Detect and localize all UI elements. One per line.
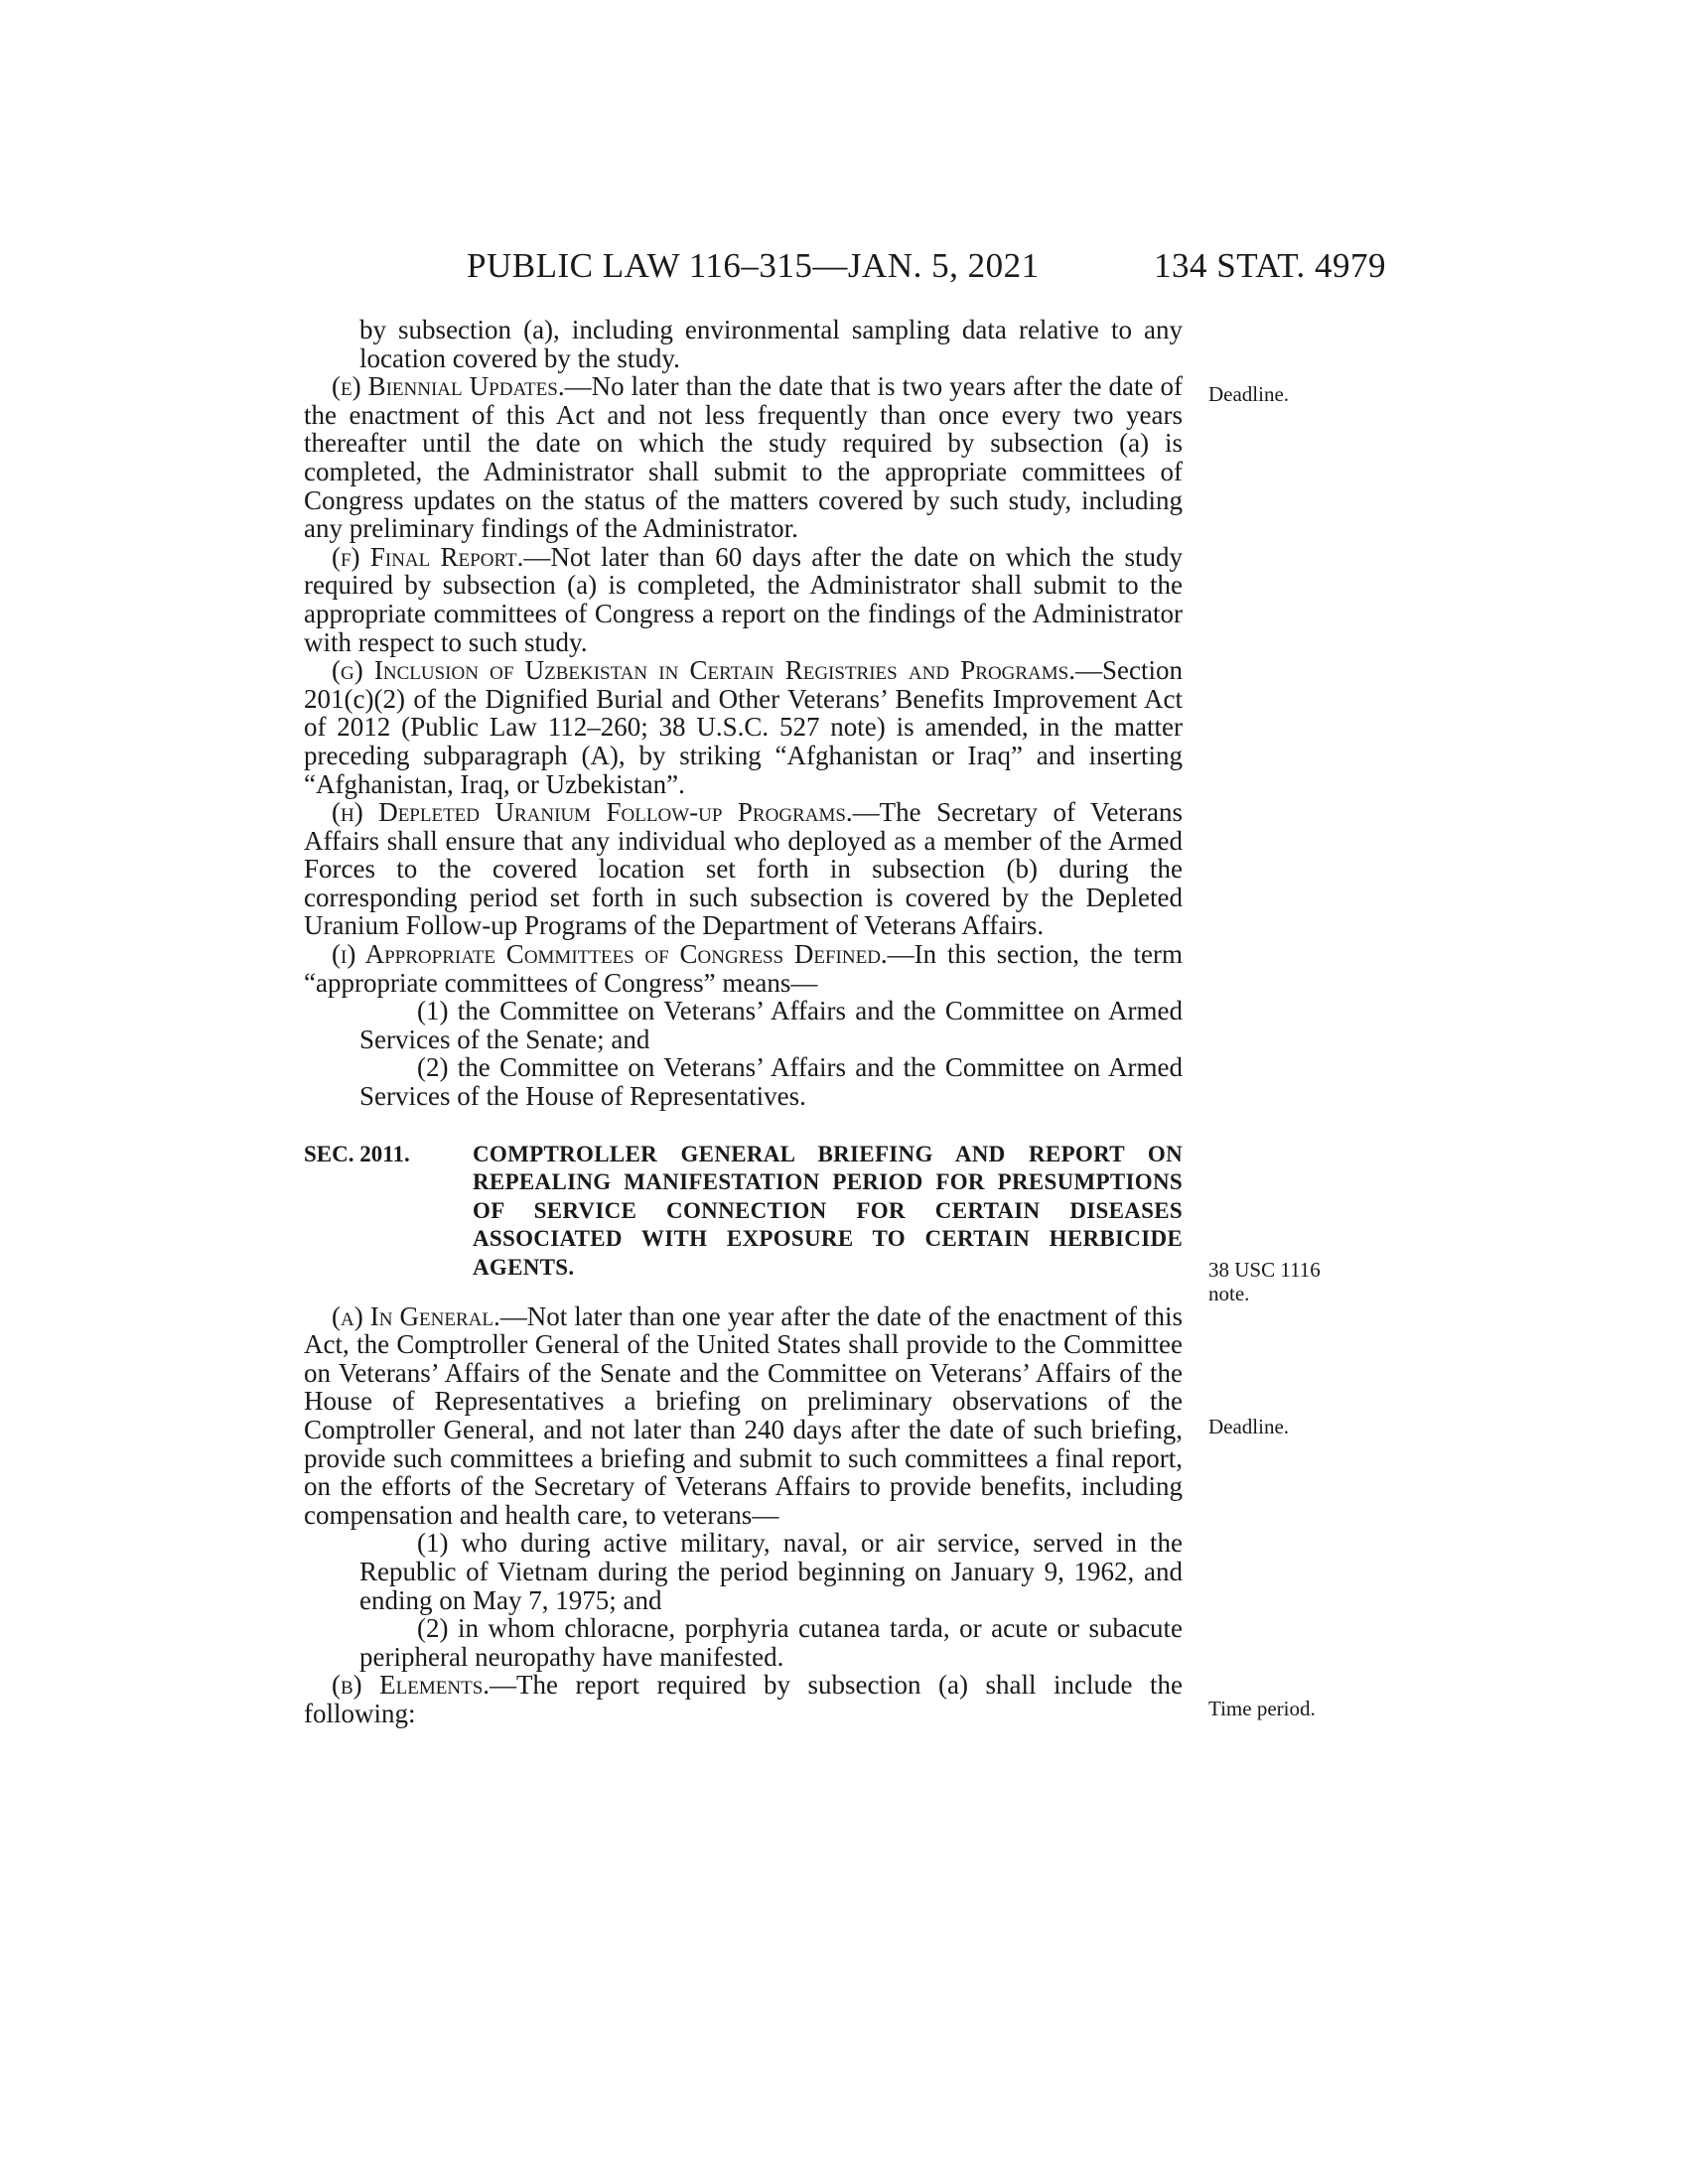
subsection-h-heading: (h) Depleted Uranium Follow-up Programs. bbox=[332, 797, 853, 828]
page-number: 134 STAT. 4979 bbox=[1154, 246, 1386, 285]
subsection-a-heading: (a) In General. bbox=[332, 1300, 500, 1331]
subsection-b bbox=[304, 1671, 1183, 1727]
subsection-b-text: —The report required by subsection (a) shall include the following: bbox=[304, 1670, 1183, 1728]
paragraph-a-2: (2) in whom chloracne, porphyria cutanea tarda, or acute or subacute peripheral neuropathy have manifested. bbox=[359, 1613, 1183, 1672]
margin-note-usc-note: note. bbox=[1208, 1282, 1250, 1305]
page-body bbox=[304, 316, 1183, 1728]
margin-note-deadline: Deadline. bbox=[1208, 382, 1290, 406]
section-title: COMPTROLLER GENERAL BRIEFING AND REPORT ON REPEALING MANIFESTATION PERIOD FOR PRESUMPTIONS OF SERVICE CONNECTION FOR CERTAIN DISEASES ASSOCIATED WITH EXPOSURE TO CERTAIN HERBICIDE AGENTS. bbox=[473, 1141, 1183, 1280]
subsection-a-text: —Not later than one year after the date of the enactment of this Act, the Comptroller General of the United States shall provide to the Committee on Veterans’ Affairs of the Senate and the Committee on Veterans’ Affairs of the House of Representatives a briefing on preliminary observations of the Comptroller General, and not later than 240 days after the date of such briefing, provide such committees a briefing and submit to such committees a final report, on the efforts of the Secretary of Veterans Affairs to provide benefits, including compensation and health care, to veterans— bbox=[304, 1300, 1183, 1530]
subsection-e-heading: (e) Biennial Updates. bbox=[332, 371, 565, 402]
subsection-i bbox=[304, 940, 1183, 997]
paragraph-i-2: (2) the Committee on Veterans’ Affairs and the Committee on Armed Services of the House of Representatives. bbox=[359, 1052, 1183, 1112]
paragraph-a-1: (1) who during active military, naval, or air service, served in the Republic of Vietnam during the period beginning on January 9, 1962, and ending on May 7, 1975; and bbox=[359, 1528, 1183, 1615]
margin-note-time-period: Time period. bbox=[1208, 1697, 1316, 1720]
margin-note-usc: 38 USC 1116 bbox=[1208, 1258, 1321, 1282]
subsection-a bbox=[304, 1302, 1183, 1530]
subsection-i-text: —In this section, the term “appropriate committees of Congress” means— bbox=[304, 939, 1183, 998]
subsection-g-heading: (g) Inclusion of Uzbekistan in Certain Registries and Programs. bbox=[332, 655, 1075, 686]
running-header-title: PUBLIC LAW 116–315—JAN. 5, 2021 bbox=[467, 246, 1040, 285]
margin-note-deadline-2: Deadline. bbox=[1208, 1415, 1290, 1438]
section-number: SEC. 2011. bbox=[304, 1141, 410, 1166]
subsection-h-text: —The Secretary of Veterans Affairs shall ensure that any individual who deployed as a member of the Armed Forces to the covered location set forth in subsection (b) during the corresponding period set forth in such subsection is covered by the Depleted Uranium Follow-up Programs of the Department of Veterans Affairs. bbox=[304, 797, 1183, 941]
subsection-f-text: —Not later than 60 days after the date on which the study required by subsection (a) is completed, the Administrator shall submit to the appropriate committees of Congress a report on the findings of the Administrator with respect to such study. bbox=[304, 541, 1183, 657]
paragraph-continuation: by subsection (a), including environmental sampling data relative to any location covered by the study. bbox=[359, 315, 1183, 373]
subsection-b-heading: (b) Elements. bbox=[332, 1670, 491, 1701]
subsection-i-heading: (i) Appropriate Committees of Congress Defined. bbox=[332, 939, 888, 970]
subsection-h bbox=[304, 798, 1183, 940]
subsection-g-text: —Section 201(c)(2) of the Dignified Burial and Other Veterans’ Benefits Improvement Act of 2012 (Public Law 112–260; 38 U.S.C. 527 note) is amended, in the matter preceding subparagraph (A), by striking “Afghanistan or Iraq” and inserting “Afghanistan, Iraq, or Uzbekistan”. bbox=[304, 655, 1183, 799]
subsection-e-text: —No later than the date that is two years after the date of the enactment of this Act and not less frequently than once every two years thereafter until the date on which the study required by subsection (a) is completed, the Administrator shall submit to the appropriate committees of Congress updates on the status of the matters covered by such study, including any preliminary findings of the Administrator. bbox=[304, 371, 1184, 544]
subsection-f bbox=[304, 543, 1183, 656]
paragraph-i-1: (1) the Committee on Veterans’ Affairs and the Committee on Armed Services of the Senate; and bbox=[359, 996, 1183, 1054]
section-heading bbox=[304, 1141, 1183, 1283]
subsection-e bbox=[304, 372, 1183, 543]
subsection-f-heading: (f) Final Report. bbox=[332, 541, 524, 572]
subsection-g bbox=[304, 656, 1183, 798]
